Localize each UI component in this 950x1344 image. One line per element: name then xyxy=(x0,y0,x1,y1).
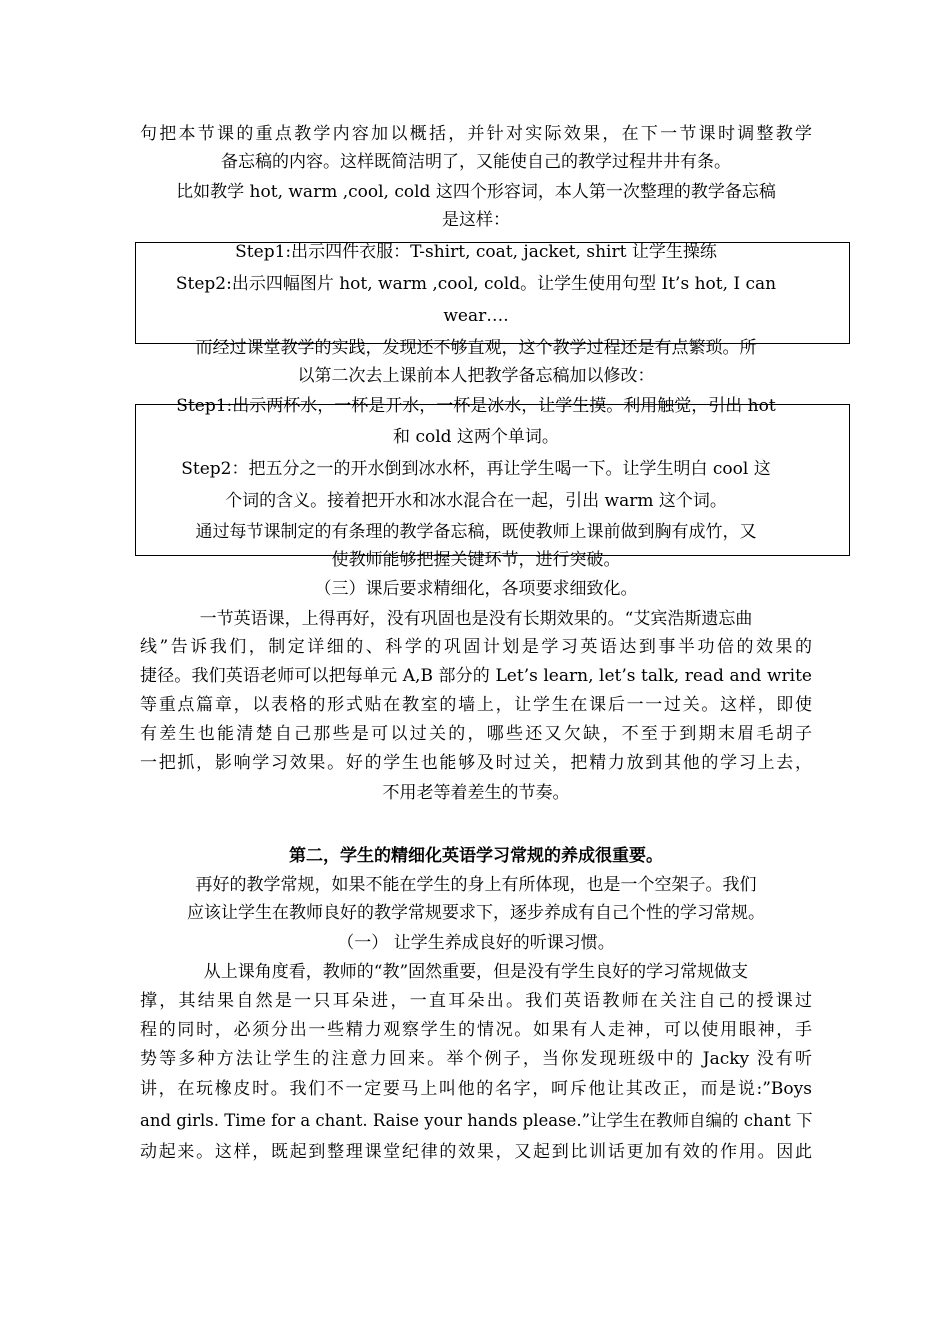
paragraph-line: 通过每节课制定的有条理的教学备忘稿，既使教师上课前做到胸有成竹，又 xyxy=(195,522,757,542)
memo-step-line: Step2：把五分之一的开水倒到冰水杯，再让学生喝一下。让学生明白 cool 这 xyxy=(181,459,771,479)
paragraph-line: 从上课角度看，教师的“教”固然重要，但是没有学生良好的学习常规做支 xyxy=(203,962,749,982)
paragraph-line: 不用老等着差生的节奏。 xyxy=(382,783,570,803)
paragraph-line: 以第二次去上课前本人把教学备忘稿加以修改： xyxy=(297,366,655,386)
paragraph-line: 使教师能够把握关键环节，进行突破。 xyxy=(331,550,621,570)
memo-step-line: wear…. xyxy=(443,306,509,326)
paragraph-line: 而经过课堂教学的实践，发现还不够直观，这个教学过程还是有点繁琐。所 xyxy=(195,338,757,358)
memo-step-line: Step1:出示四件衣服：T-shirt, coat, jacket, shirt 让学生操练 xyxy=(235,242,717,262)
memo-step-line: Step2:出示四幅图片 hot, warm ,cool, cold。让学生使用句型 It’s hot, I can xyxy=(175,274,777,294)
subheading: （三）课后要求精细化，各项要求细致化。 xyxy=(314,579,638,599)
paragraph-line: and girls. Time for a chant. Raise your hands please.”让学生在教师自编的 chant 下 xyxy=(140,1111,813,1130)
memo-step-line: 个词的含义。接着把开水和冰水混合在一起，引出 warm 这个词。 xyxy=(225,491,727,511)
paragraph-line: 句把本节课的重点教学内容加以概括，并针对实际效果，在下一节课时调整教学 xyxy=(140,124,812,144)
paragraph-line: 是这样： xyxy=(442,210,510,230)
paragraph-line: 比如教学 hot, warm ,cool, cold 这四个形容词，本人第一次整理的教学备忘稿 xyxy=(176,182,776,202)
paragraph-line: 应该让学生在教师良好的教学常规要求下，逐步养成有自己个性的学习常规。 xyxy=(187,903,765,923)
memo-step-line: 和 cold 这两个单词。 xyxy=(393,427,559,447)
paragraph-line: 捷径。我们英语老师可以把每单元 A,B 部分的 Let’s learn, let’s talk, read and write xyxy=(140,666,812,686)
paragraph-line: 备忘稿的内容。这样既简洁明了，又能使自己的教学过程井井有条。 xyxy=(221,152,731,172)
paragraph-line: 有差生也能清楚自己那些是可以过关的，哪些还又欠缺，不至于到期末眉毛胡子 xyxy=(140,724,812,744)
paragraph-line: 再好的教学常规，如果不能在学生的身上有所体现，也是一个空架子。我们 xyxy=(195,875,757,895)
paragraph-line: 线”告诉我们，制定详细的、科学的巩固计划是学习英语达到事半功倍的效果的 xyxy=(140,637,812,657)
memo-step-line: Step1:出示两杯水，一杯是开水，一杯是冰水，让学生摸。利用触觉，引出 hot xyxy=(176,396,776,416)
subheading: （一） 让学生养成良好的听课习惯。 xyxy=(337,933,615,953)
paragraph-line: 等重点篇章，以表格的形式贴在教室的墙上，让学生在课后一一过关。这样，即使 xyxy=(140,695,812,715)
paragraph-line: 一把抓，影响学习效果。好的学生也能够及时过关，把精力放到其他的学习上去， xyxy=(140,753,812,773)
paragraph-line: 撑，其结果自然是一只耳朵进，一直耳朵出。我们英语教师在关注自己的授课过 xyxy=(140,991,812,1011)
paragraph-line: 程的同时，必须分出一些精力观察学生的情况。如果有人走神，可以使用眼神，手 xyxy=(140,1020,812,1040)
section-heading: 第二，学生的精细化英语学习常规的养成很重要。 xyxy=(289,846,663,866)
paragraph-line: 讲，在玩橡皮时。我们不一定要马上叫他的名字，呵斥他让其改正，而是说:”Boys xyxy=(140,1079,812,1099)
paragraph-line: 一节英语课，上得再好，没有巩固也是没有长期效果的。“艾宾浩斯遗忘曲 xyxy=(199,609,753,629)
paragraph-line: 势等多种方法让学生的注意力回来。举个例子，当你发现班级中的 Jacky 没有听 xyxy=(140,1049,812,1069)
paragraph-line: 动起来。这样，既起到整理课堂纪律的效果，又起到比训话更加有效的作用。因此 xyxy=(140,1142,812,1162)
